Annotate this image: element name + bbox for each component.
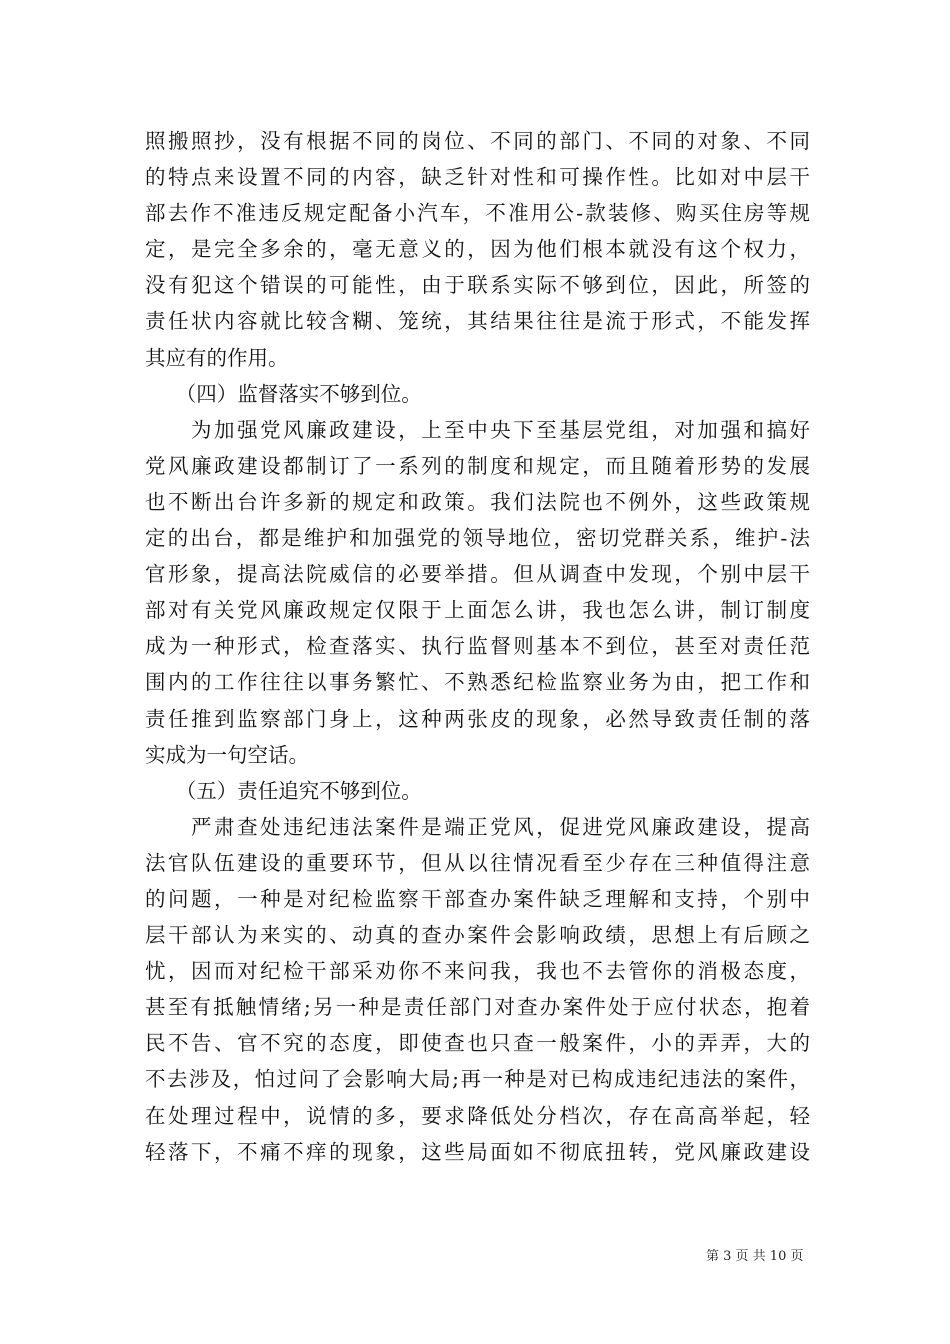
text-line: 的特点来设置不同的内容，缺乏针对性和可操作性。比如对中层干 [145, 165, 810, 190]
text-line: 的问题，一种是对纪检监察干部查办案件缺乏理解和支持，个别中 [145, 886, 810, 911]
text-line: 法官队伍建设的重要环节，但从以往情况看至少存在三种值得注意 [145, 850, 810, 875]
text-line: 不去涉及，怕过问了会影响大局;再一种是对已构成违纪违法的案件， [145, 1067, 810, 1092]
text-line: 围内的工作往往以事务繁忙、不熟悉纪检监察业务为由，把工作和 [145, 670, 810, 695]
text-line: 其应有的作用。 [145, 345, 289, 370]
page-number-footer: 第 3 页 共 10 页 [706, 1249, 804, 1264]
text-line: 轻落下，不痛不痒的现象，这些局面如不彻底扭转，党风廉政建设 [145, 1139, 810, 1164]
text-line: 没有犯这个错误的可能性，由于联系实际不够到位，因此，所签的 [145, 273, 810, 298]
text-line: 民不告、官不究的态度，即使查也只查一般案件，小的弄弄，大的 [145, 1031, 810, 1056]
text-line: 责任状内容就比较含糊、笼统，其结果往往是流于形式，不能发挥 [145, 309, 810, 334]
section-heading: （四）监督落实不够到位。 [145, 381, 422, 406]
text-line: 忧，因而对纪检干部采劝你不来问我，我也不去管你的消极态度， [145, 959, 810, 984]
text-line: 甚至有抵触情绪;另一种是责任部门对查办案件处于应付状态，抱着 [145, 995, 810, 1020]
text-line: 官形象，提高法院威信的必要举措。但从调查中发现，个别中层干 [145, 562, 810, 587]
body-text [145, 123, 810, 1170]
text-line: 为加强党风廉政建设，上至中央下至基层党组，对加强和搞好 [145, 417, 810, 442]
text-line: 层干部认为来实的、动真的查办案件会影响政绩，思想上有后顾之 [145, 923, 810, 948]
text-line: 成为一种形式，检查落实、执行监督则基本不到位，甚至对责任范 [145, 634, 810, 659]
section-heading: （五）责任追究不够到位。 [145, 778, 422, 803]
text-line: 严肃查处违纪违法案件是端正党风，促进党风廉政建设，提高 [145, 814, 810, 839]
text-line: 照搬照抄，没有根据不同的岗位、不同的部门、不同的对象、不同 [145, 129, 810, 153]
text-line: 也不断出台许多新的规定和政策。我们法院也不例外，这些政策规 [145, 489, 810, 514]
text-line: 部去作不准违反规定配备小汽车，不准用公-款装修、购买住房等规 [145, 201, 810, 226]
text-line: 党风廉政建设都制订了一系列的制度和规定，而且随着形势的发展 [145, 453, 810, 478]
text-line: 责任推到监察部门身上，这种两张皮的现象，必然导致责任制的落 [145, 706, 810, 731]
text-line: 部对有关党风廉政规定仅限于上面怎么讲，我也怎么讲，制订制度 [145, 598, 810, 623]
text-line: 定的出台，都是维护和加强党的领导地位，密切党群关系，维护-法 [145, 526, 810, 551]
text-line: 定，是完全多余的，毫无意义的，因为他们根本就没有这个权力， [145, 237, 810, 262]
text-line: 在处理过程中，说情的多，要求降低处分档次，存在高高举起，轻 [145, 1103, 810, 1128]
text-line: 实成为一句空话。 [145, 742, 309, 767]
